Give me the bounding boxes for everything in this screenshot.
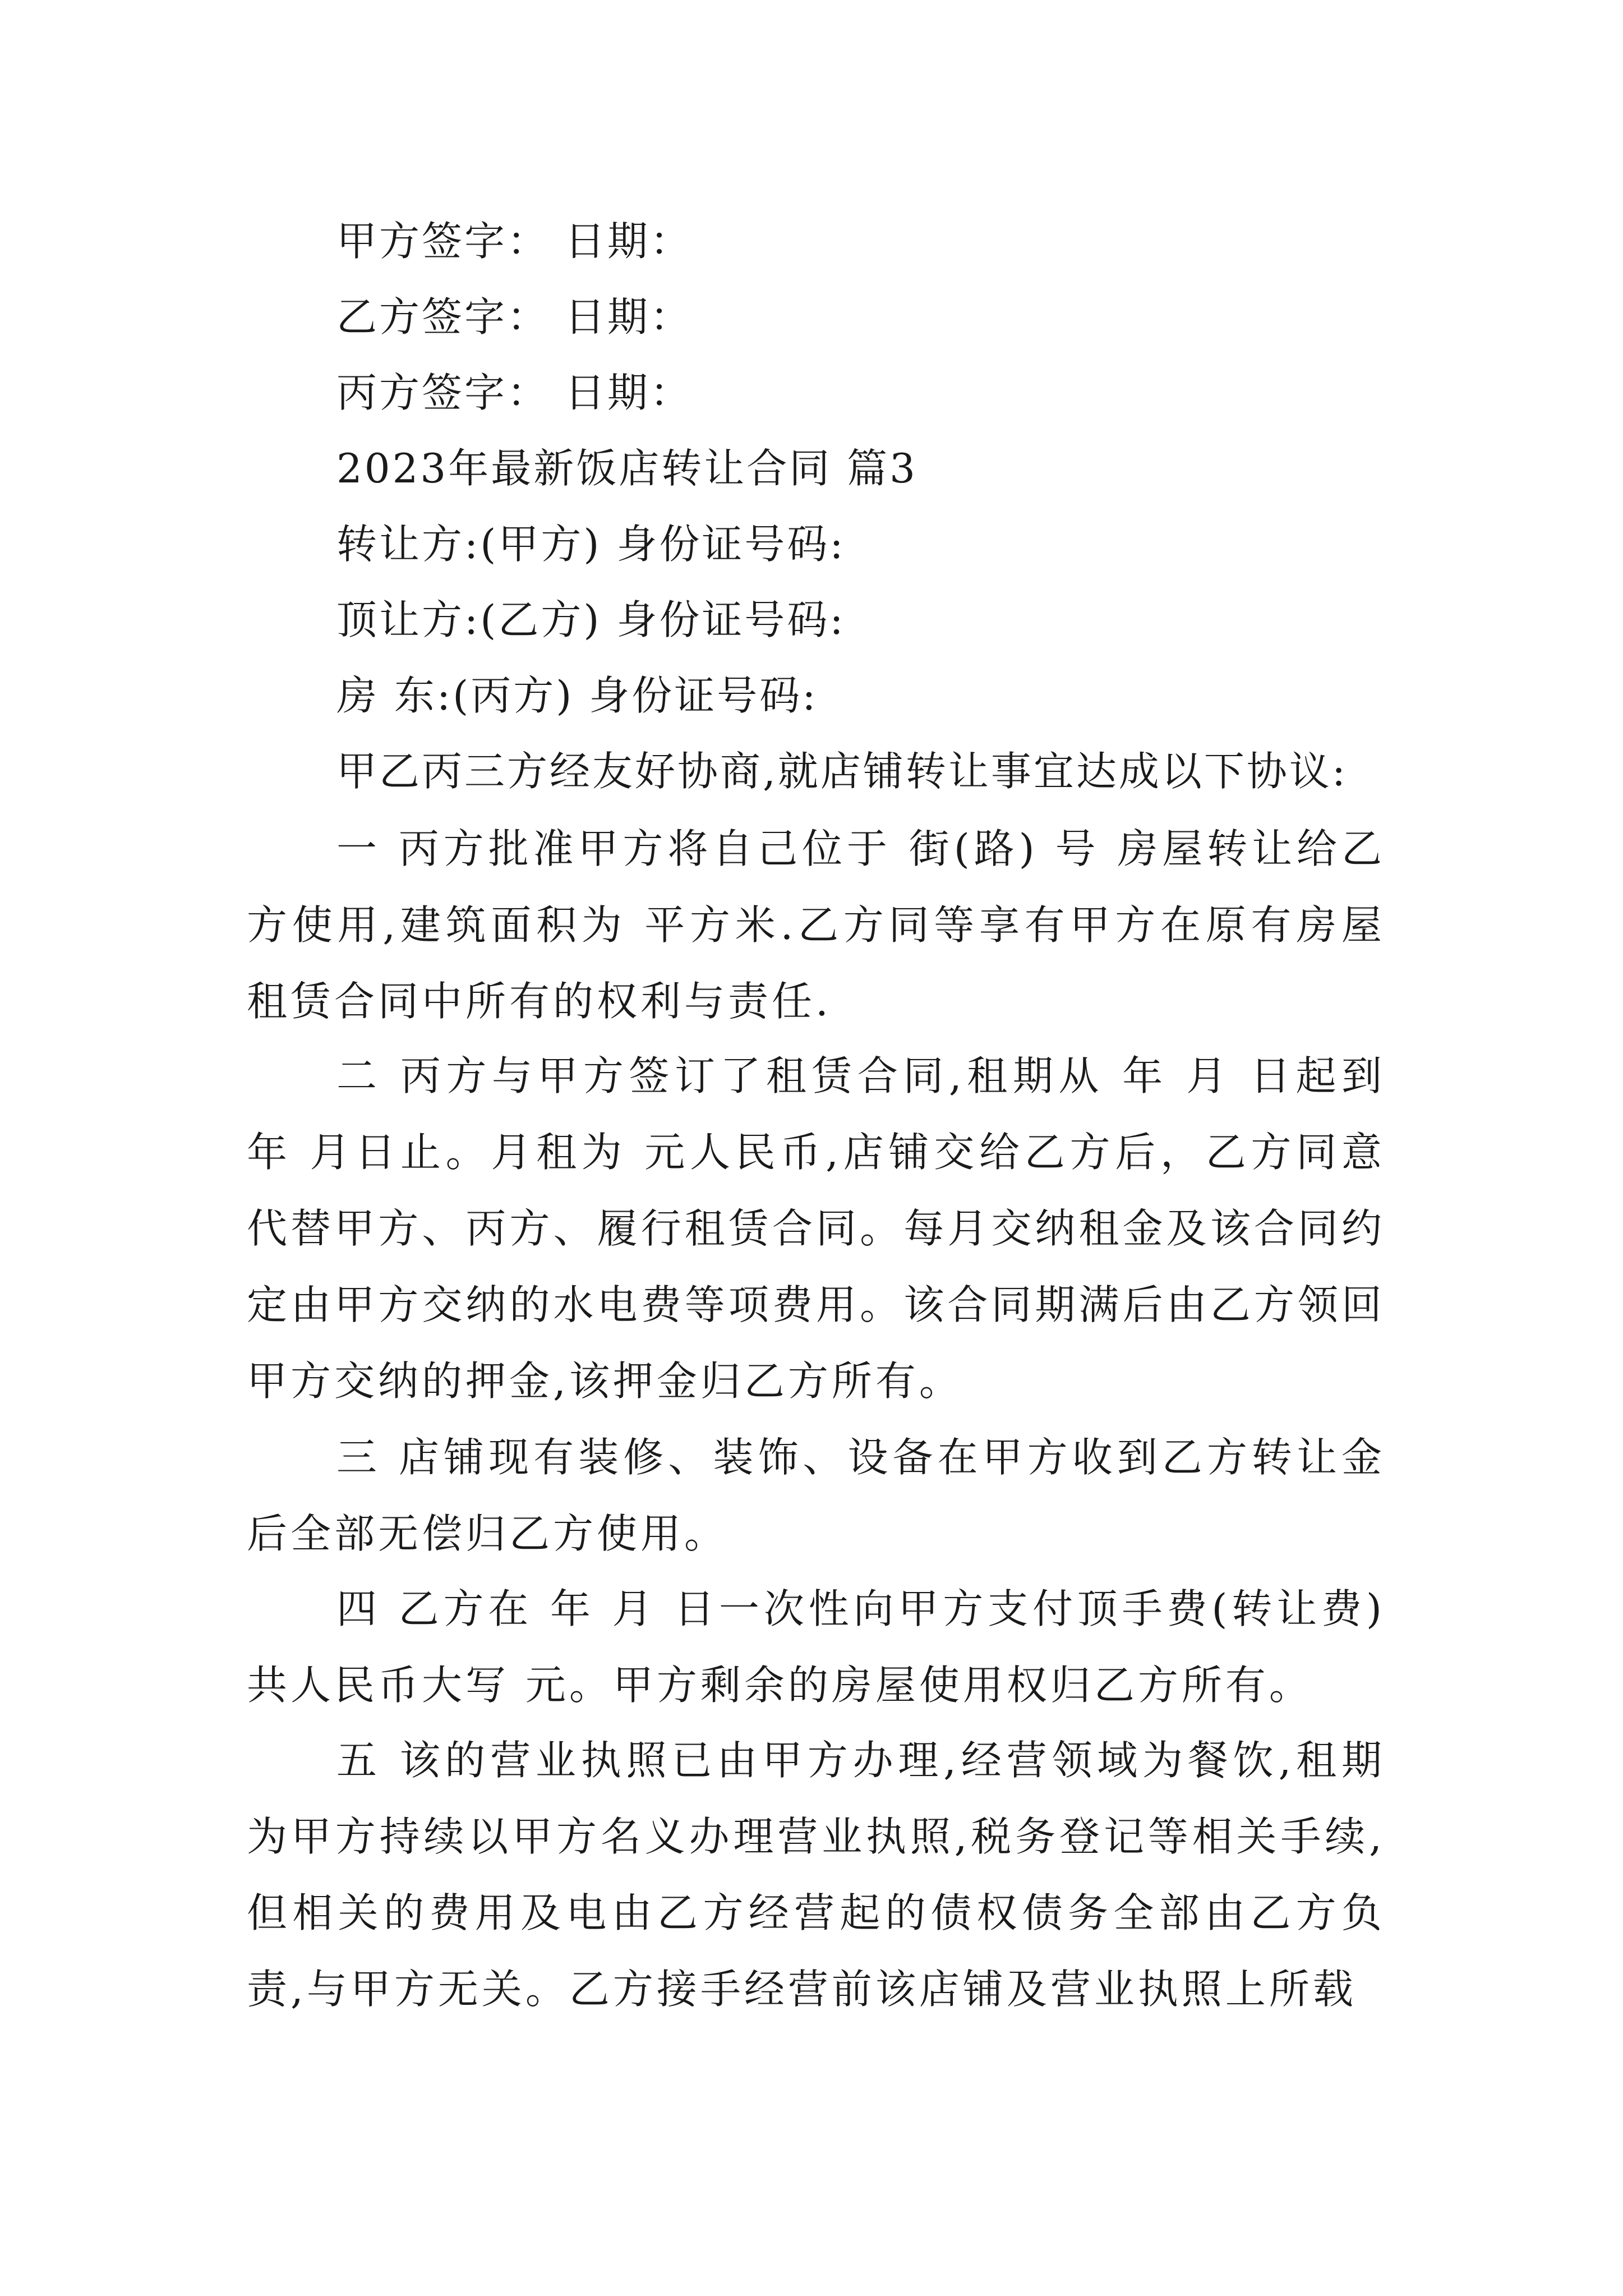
clause-1: 一 丙方批准甲方将自己位于 街(路) 号 房屋转让给乙方使用,建筑面积为 平方米.乙方同等享有甲方在原有房屋租赁合同中所有的权利与责任. [247,825,1385,1025]
clause-4: 四 乙方在 年 月 日一次性向甲方支付顶手费(转让费)共人民币大写 元。甲方剩余的房屋使用权归乙方所有。 [247,1585,1385,1709]
party-c-signature-line: 丙方签字： 日期： [336,369,693,416]
party-a-signature-line: 甲方签字： 日期： [336,218,693,265]
clause-5: 五 该的营业执照已由甲方办理,经营领域为餐饮,租期为甲方持续以甲方名义办理营业执照,税务登记等相关手续,但相关的费用及电由乙方经营起的债权债务全部由乙方负责,与甲方无关。乙方接手经营前该店铺及营业执照上所载 [247,1737,1385,2013]
transferor-line: 转让方:(甲方) 身份证号码: [336,521,846,568]
clause-3: 三 店铺现有装修、装饰、设备在甲方收到乙方转让金后全部无偿归乙方使用。 [247,1434,1385,1557]
party-b-signature-line: 乙方签字： 日期： [336,293,693,341]
clause-2: 二 丙方与甲方签订了租赁合同,租期从 年 月 日起到 年 月日止。月租为 元人民币,店铺交给乙方后，乙方同意代替甲方、丙方、履行租赁合同。每月交纳租金及该合同约定由甲方交纳的水电费等项费用。该合同期满后由乙方领回甲方交纳的押金,该押金归乙方所有。 [247,1052,1385,1405]
landlord-line: 房 东:(丙方) 身份证号码: [336,672,818,719]
transferee-line: 顶让方:(乙方) 身份证号码: [336,596,846,643]
contract-title: 2023年最新饭店转让合同 篇3 [336,445,917,492]
agreement-intro: 甲乙丙三方经友好协商,就店铺转让事宜达成以下协议: [336,748,1348,795]
